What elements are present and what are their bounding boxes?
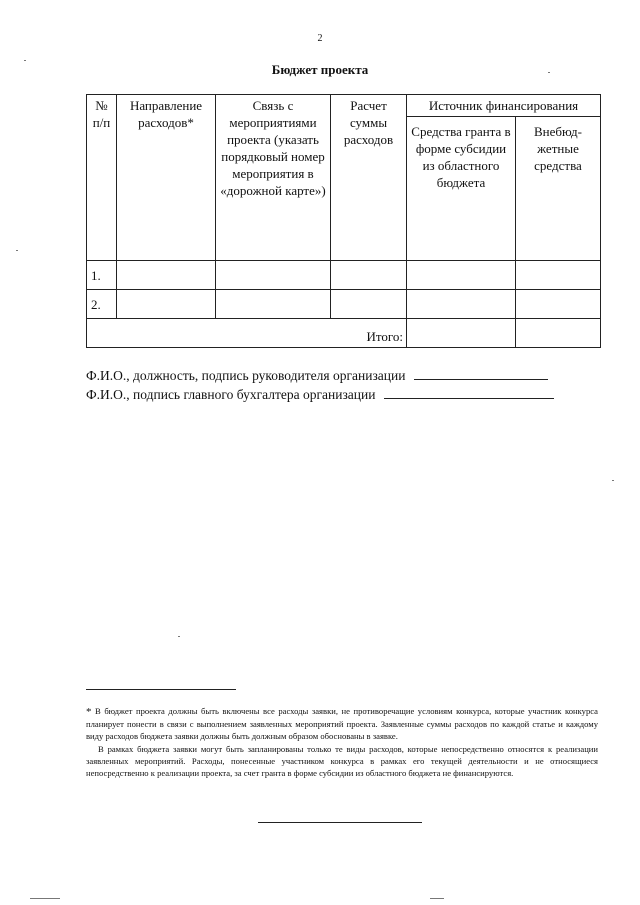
footnotes bbox=[86, 705, 598, 779]
table-row bbox=[87, 261, 601, 290]
scan-speck bbox=[548, 72, 550, 73]
accountant-signature-line bbox=[86, 386, 554, 403]
scan-speck bbox=[430, 898, 444, 899]
scan-speck bbox=[30, 898, 60, 899]
table-cell[interactable] bbox=[216, 290, 331, 319]
head-signature-field[interactable] bbox=[414, 367, 548, 380]
footnote-2: В рамках бюджета заявки могут быть запланированы только те виды расходов, которые непосредственно относятся к реализации заявленных мероприятий. Расходы, понесенные участником конкурса в рамках его текущей деятельности и не относящиеся непосредственно к реализации проекта, за счет гранта в форме субсидии из областного бюджета не финансируются. bbox=[86, 743, 598, 779]
table-cell[interactable] bbox=[117, 290, 216, 319]
table-cell[interactable] bbox=[407, 290, 516, 319]
total-offbudget-cell[interactable] bbox=[516, 319, 601, 348]
table-row bbox=[87, 290, 601, 319]
accountant-signature-field[interactable] bbox=[384, 386, 554, 399]
head-signature-label: Ф.И.О., должность, подпись руководителя организации bbox=[86, 368, 406, 383]
total-grant-cell[interactable] bbox=[407, 319, 516, 348]
footnote-1-text: В бюджет проекта должны быть включены все расходы заявки, не противоречащие условиям конкурса, которые участник конкурса планирует понести в связи с выполнением заявленных мероприятий проекта. Заявленные суммы расходов по каждой статье и каждому виду расходов бюджета заявки должны быть должным образом обоснованы в заявке. bbox=[86, 706, 598, 742]
scan-speck bbox=[612, 480, 614, 481]
table-cell[interactable] bbox=[516, 261, 601, 290]
table-cell[interactable] bbox=[216, 261, 331, 290]
scan-speck bbox=[16, 250, 18, 251]
row-number: 2. bbox=[87, 290, 117, 319]
page-number: 2 bbox=[317, 33, 323, 44]
document-title: Бюджет проекта bbox=[271, 62, 369, 77]
table-header-row bbox=[87, 95, 601, 117]
header-link: Связь с мероприятиями проекта (указать порядковый номер мероприятия в «дорожной карте») bbox=[216, 95, 331, 261]
footnote-divider bbox=[86, 689, 236, 690]
table-cell[interactable] bbox=[516, 290, 601, 319]
table-cell[interactable] bbox=[331, 290, 407, 319]
header-num: № п/п bbox=[87, 95, 117, 261]
header-source: Источник финансирования bbox=[407, 95, 601, 117]
total-row bbox=[87, 319, 601, 348]
footnote-1 bbox=[86, 705, 598, 743]
header-direction: Направление расходов* bbox=[117, 95, 216, 261]
table-cell[interactable] bbox=[117, 261, 216, 290]
footnote-marker: * bbox=[86, 706, 92, 718]
row-number: 1. bbox=[87, 261, 117, 290]
end-divider bbox=[258, 822, 422, 823]
total-label: Итого: bbox=[87, 319, 407, 348]
scan-speck bbox=[178, 636, 180, 637]
budget-table bbox=[86, 94, 601, 348]
head-signature-line bbox=[86, 367, 548, 384]
header-grant: Средства гранта в форме субсидии из областного бюджета bbox=[407, 117, 516, 261]
scan-speck bbox=[24, 60, 26, 61]
table-cell[interactable] bbox=[407, 261, 516, 290]
header-offbudget: Внебюд-жетные средства bbox=[516, 117, 601, 261]
table-cell[interactable] bbox=[331, 261, 407, 290]
accountant-signature-label: Ф.И.О., подпись главного бухгалтера организации bbox=[86, 387, 376, 402]
header-calc: Расчет суммы расходов bbox=[331, 95, 407, 261]
